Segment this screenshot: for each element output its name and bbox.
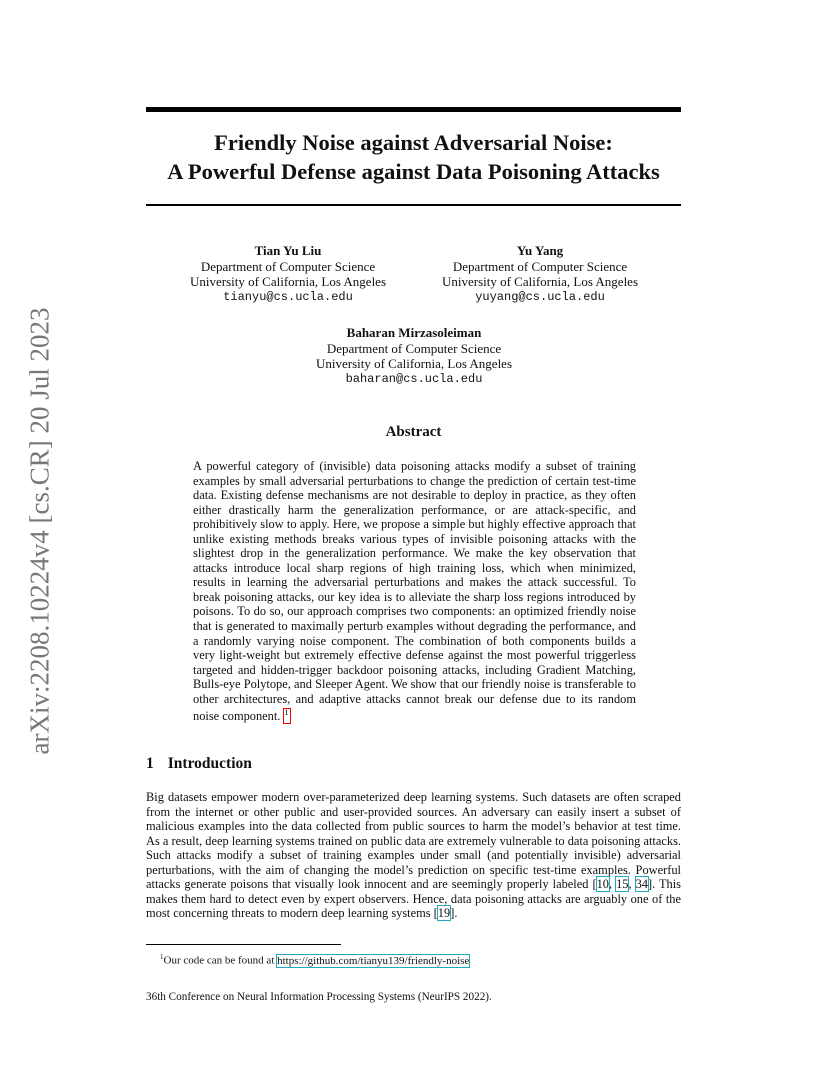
abstract-heading: Abstract	[385, 424, 442, 440]
author-department: Department of Computer Science	[452, 258, 628, 274]
section-number: 1	[146, 755, 154, 772]
footnote-number: 1	[160, 953, 164, 961]
author-email: yuyang@cs.ucla.edu	[475, 289, 605, 304]
title-top-rule	[146, 107, 681, 112]
intro-text-b: ]. This makes them hard to detect even by expert observers. Hence, data poisoning attacks are arguably one of the most concerning threats to modern deep learning systems [	[146, 877, 681, 921]
footnote-rule	[146, 944, 341, 945]
author-block	[290, 325, 538, 387]
intro-text-a: Big datasets empower modern over-parameterized deep learning systems. Such datasets are often scraped from the internet or other public and user-provided sources. An adversary can easily insert a subset of malicious examples into the data collected from public sources to harm the model’s behavior at test time. As a result, deep learning systems trained on public data are extremely vulnerable to data poisoning attacks. Such attacks modify a subset of training examples under small (and potentially invisible) adversarial perturbations, with the aim of changing the model’s prediction on specific test-time examples. Powerful attacks generate poisons that visually look innocent and are seemingly properly labeled [	[146, 790, 681, 892]
author-name: Tian Yu Liu	[254, 243, 322, 258]
code-url-link[interactable]: https://github.com/tianyu139/friendly-noise	[277, 954, 470, 967]
title-bottom-rule	[146, 204, 681, 206]
footnote-mark: 1	[284, 708, 289, 718]
footnote-text: Our code can be found at	[163, 954, 278, 967]
title-line-2: A Powerful Defense against Data Poisoning Attacks	[167, 159, 660, 184]
citation-link[interactable]: 19	[437, 906, 451, 921]
intro-text-c: ].	[450, 906, 458, 921]
section-title: Introduction	[167, 755, 252, 772]
citation-link[interactable]: 15	[616, 877, 629, 892]
abstract-body	[193, 459, 636, 724]
citation-link[interactable]: 34	[635, 877, 648, 892]
author-university: University of California, Los Angeles	[189, 274, 387, 290]
author-block	[176, 243, 400, 305]
footnote-link[interactable]	[284, 709, 290, 723]
author-name: Yu Yang	[516, 243, 564, 258]
author-email: baharan@cs.ucla.edu	[345, 371, 483, 386]
venue-note: 36th Conference on Neural Information Processing Systems (NeurIPS 2022).	[146, 991, 492, 1003]
author-university: University of California, Los Angeles	[441, 274, 639, 290]
author-block	[428, 243, 652, 305]
section-heading	[146, 755, 252, 773]
author-name: Baharan Mirzasoleiman	[346, 325, 482, 340]
title-line-1: Friendly Noise against Adversarial Noise:	[214, 130, 613, 155]
footnote	[160, 950, 469, 968]
citation-link[interactable]: 10	[596, 877, 609, 892]
introduction-paragraph: Big datasets empower modern over-parameterized deep learning systems. Such datasets are often scraped from the internet or other public and user-provided sources. An adversary can easily insert a subset of malicious examples into the data collected from public sources to harm the model’s behavior at test time. As a result, deep learning systems trained on public data are extremely vulnerable to data poisoning attacks. Such attacks modify a subset of training examples under small (and potentially invisible) adversarial perturbations, with the aim of changing the model’s prediction on specific test-time examples. Powerful attacks generate poisons that visually look innocent and are seemingly properly labeled [10, 15, 34]. This makes them hard to detect even by expert observers. Hence, data poisoning attacks are arguably one of the most concerning threats to modern deep learning systems [19].	[146, 790, 681, 921]
author-email: tianyu@cs.ucla.edu	[223, 289, 353, 304]
arxiv-identifier-text: arXiv:2208.10224v4 [cs.CR] 20 Jul 2023	[24, 307, 55, 755]
abstract-text: A powerful category of (invisible) data poisoning attacks modify a subset of training examples by small adversarial perturbations to change the prediction of certain test-time data. Existing defense mechanisms are not desirable to deploy in practice, as they often either drastically harm the generalization performance, or are attack-specific, and prohibitively slow to apply. Here, we propose a simple but highly effective approach that unlike existing methods breaks various types of invisible poisoning attacks with the slightest drop in the generalization performance. We make the key observation that attacks introduce local sharp regions of high training loss, which when minimized, results in learning the adversarial perturbations and makes the attack successful. To break poisoning attacks, our key idea is to alleviate the sharp loss regions introduced by poisons. To do so, our approach comprises two components: an optimized friendly noise that is generated to maximally perturb examples without degrading the performance, and a randomly varying noise component. The combination of both components builds a very light-weight but extremely effective defense against the most powerful triggerless targeted and hidden-trigger backdoor poisoning attacks, including Gradient Matching, Bulls-eye Polytope, and Sleeper Agent. We show that our friendly noise is transferable to other architectures, and adaptive attacks cannot break our defense due to its random noise component.	[193, 459, 636, 724]
paper-title	[146, 128, 681, 186]
arxiv-identifier-stamp	[16, 296, 64, 766]
author-department: Department of Computer Science	[326, 340, 502, 356]
author-department: Department of Computer Science	[200, 258, 376, 274]
author-university: University of California, Los Angeles	[315, 356, 513, 372]
